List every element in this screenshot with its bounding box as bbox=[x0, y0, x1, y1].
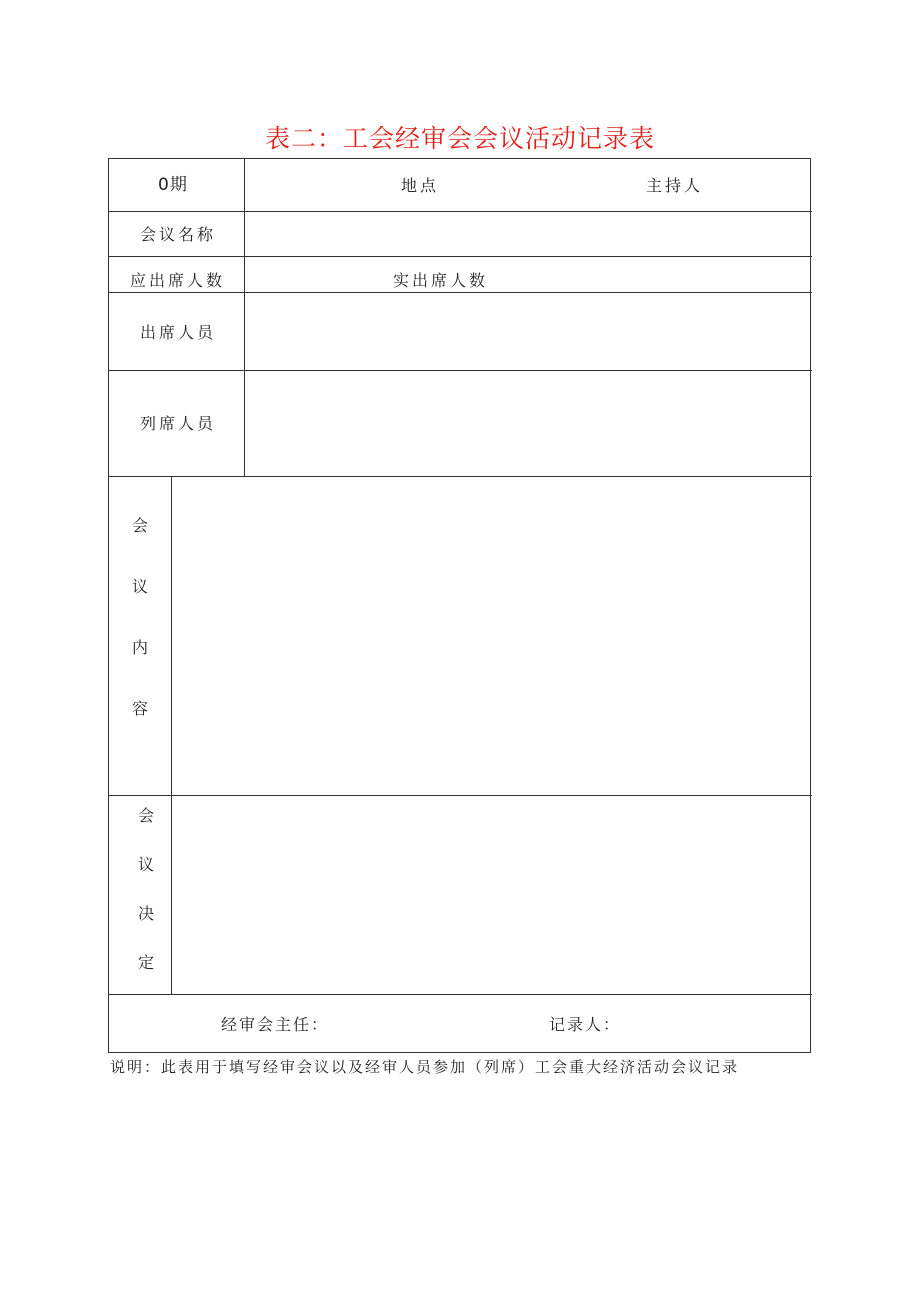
director-signature-label: 经审会主任： bbox=[221, 1015, 330, 1034]
content-label-char: 内 bbox=[132, 638, 149, 657]
content-label-char: 容 bbox=[132, 699, 149, 718]
expected-attendees-label: 应出席人数 bbox=[130, 271, 226, 290]
content-label-char: 会 bbox=[132, 516, 149, 535]
actual-attendees-label: 实出席人数 bbox=[393, 271, 489, 290]
recorder-signature-label: 记录人： bbox=[549, 1015, 622, 1034]
divider-row2 bbox=[109, 256, 812, 257]
divider-row3 bbox=[109, 292, 812, 293]
date-label: 0期 bbox=[158, 175, 188, 195]
decision-label-char: 议 bbox=[138, 855, 155, 874]
meeting-name-label: 会议名称 bbox=[140, 225, 217, 244]
location-label: 地点 bbox=[401, 176, 440, 195]
divider-decision bbox=[109, 994, 812, 995]
content-label-char: 议 bbox=[132, 577, 149, 596]
divider-row5 bbox=[109, 476, 812, 477]
label-column-divider-upper bbox=[244, 159, 245, 476]
form-title: 表二：工会经审会会议活动记录表 bbox=[264, 124, 655, 153]
meeting-record-form bbox=[108, 158, 811, 1053]
attendees-label: 出席人员 bbox=[140, 323, 217, 342]
decision-label-char: 会 bbox=[138, 806, 155, 825]
decision-label-char: 决 bbox=[138, 904, 155, 923]
decision-label-char: 定 bbox=[138, 953, 155, 972]
label-column-divider-lower bbox=[171, 476, 172, 994]
form-note: 说明：此表用于填写经审会议以及经审人员参加（列席）工会重大经济活动会议记录 bbox=[110, 1058, 740, 1076]
divider-row1 bbox=[109, 211, 812, 212]
observers-label: 列席人员 bbox=[140, 414, 217, 433]
host-label: 主持人 bbox=[646, 176, 704, 195]
divider-row4 bbox=[109, 370, 812, 371]
divider-content bbox=[109, 795, 812, 796]
